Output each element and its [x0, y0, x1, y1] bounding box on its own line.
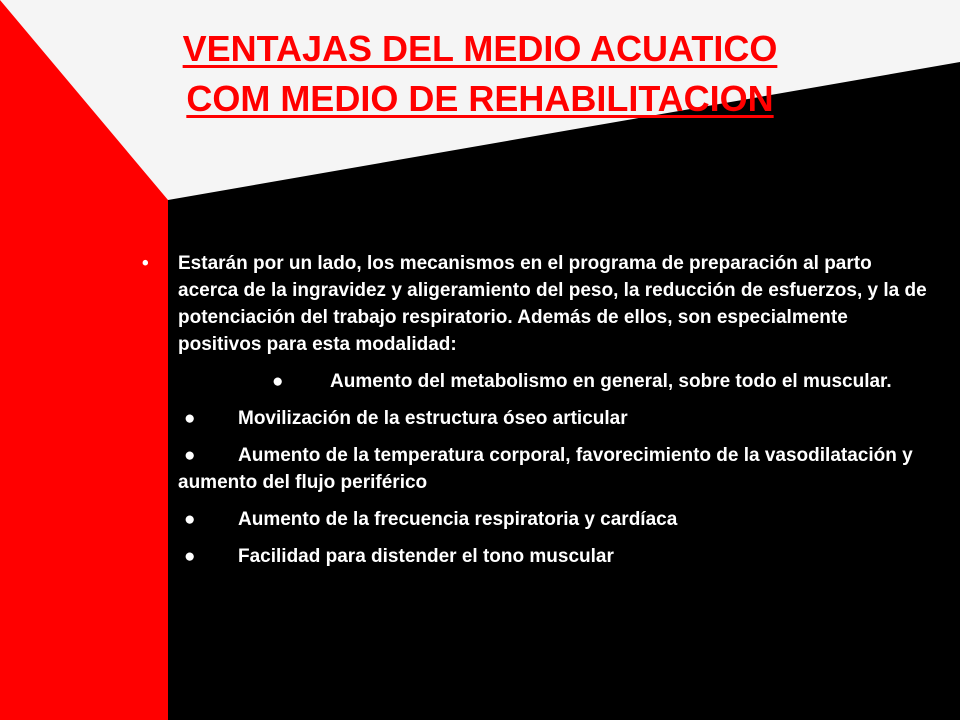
list-item-text: Aumento del metabolismo en general, sobre todo el muscular.	[330, 371, 892, 392]
title-line-1: VENTAJAS DEL MEDIO ACUATICO	[182, 28, 778, 69]
list-item	[178, 543, 930, 570]
bullet-dot-icon: ●	[184, 546, 196, 567]
bullet-dot-icon: ●	[184, 509, 196, 530]
bullet-dot-icon: ●	[184, 445, 196, 466]
bullet-dot-icon: ●	[272, 371, 284, 392]
list-item	[178, 405, 930, 432]
slide-title	[0, 24, 960, 124]
slide-content	[140, 250, 930, 570]
title-line-2: COM MEDIO DE REHABILITACION	[186, 78, 774, 119]
list-item-text: Facilidad para distender el tono muscular	[238, 546, 614, 567]
intro-text: Estarán por un lado, los mecanismos en el programa de preparación al parto acerca de la ingravidez y aligeramiento del peso, la reducción de esfuerzos, y la de potenciación del trabajo respiratorio. Además de ellos, son especialmente positivos para esta modalidad:	[178, 253, 927, 355]
intro-paragraph	[140, 250, 930, 358]
list-item-text: Aumento de la temperatura corporal, favorecimiento de la vasodilatación y aumento del flujo periférico	[178, 445, 913, 493]
list-item	[178, 442, 930, 496]
list-item	[178, 506, 930, 533]
bullet-dot-icon: ●	[184, 408, 196, 429]
list-item	[262, 368, 930, 395]
list-item-text: Movilización de la estructura óseo articular	[238, 408, 628, 429]
list-item-text: Aumento de la frecuencia respiratoria y cardíaca	[238, 509, 678, 530]
intro-bullet: •	[142, 253, 149, 274]
